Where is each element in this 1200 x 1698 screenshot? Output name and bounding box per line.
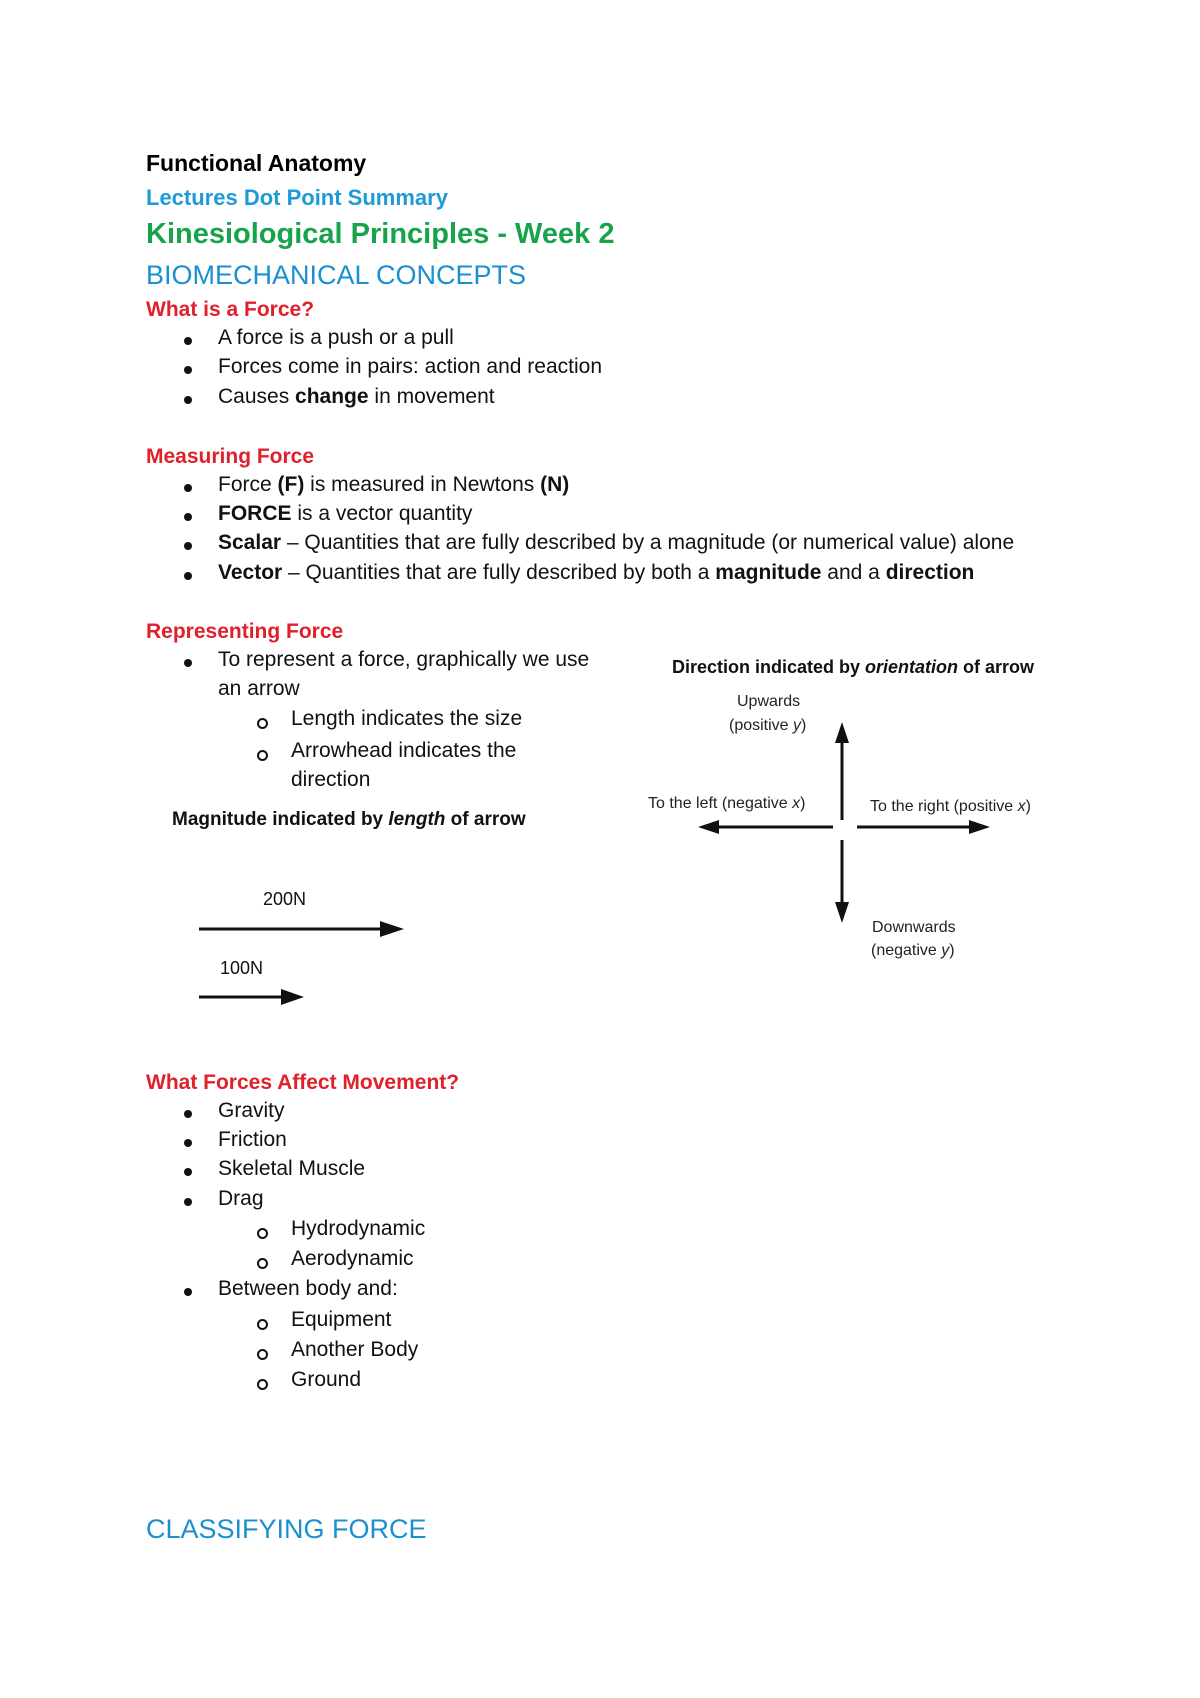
sub-list-item: Aerodynamic xyxy=(291,1247,414,1270)
left-arrow-head xyxy=(698,820,719,834)
down-arrow-head xyxy=(835,902,849,923)
sub-bullet-icon xyxy=(257,1349,268,1360)
sub-list-item: Length indicates the size xyxy=(291,707,523,730)
sub-bullet-icon xyxy=(257,1258,268,1269)
sub-list-item-continuation: direction xyxy=(291,768,371,791)
upwards-sublabel: (positive y) xyxy=(729,717,807,734)
bullet-icon xyxy=(184,1288,192,1296)
what-is-force-heading: What is a Force? xyxy=(146,298,315,321)
magnitude-caption: Magnitude indicated by length of arrow xyxy=(172,809,526,830)
list-item: Gravity xyxy=(218,1099,285,1122)
arrow-200n-label: 200N xyxy=(263,889,307,909)
sub-list-item: Arrowhead indicates the xyxy=(291,739,517,762)
list-item: Skeletal Muscle xyxy=(218,1157,366,1180)
bullet-icon xyxy=(184,1198,192,1206)
list-item: Vector – Quantities that are fully described by both a magnitude and a direction xyxy=(218,561,975,584)
forces-affect-heading: What Forces Affect Movement? xyxy=(146,1071,460,1094)
downwards-label: Downwards xyxy=(872,919,956,936)
list-item: Force (F) is measured in Newtons (N) xyxy=(218,473,570,496)
sub-list-item: Hydrodynamic xyxy=(291,1217,426,1240)
representing-force-heading: Representing Force xyxy=(146,620,344,643)
list-item: A force is a push or a pull xyxy=(218,326,454,349)
left-label: To the left (negative x) xyxy=(648,795,806,812)
sub-list-item: Another Body xyxy=(291,1338,419,1361)
classifying-force-heading: CLASSIFYING FORCE xyxy=(146,1514,427,1544)
sub-bullet-icon xyxy=(257,1228,268,1239)
upwards-label: Upwards xyxy=(737,693,801,710)
section-heading: BIOMECHANICAL CONCEPTS xyxy=(146,260,527,290)
list-item: To represent a force, graphically we use xyxy=(218,648,590,671)
sub-bullet-icon xyxy=(257,1319,268,1330)
list-item: Forces come in pairs: action and reaction xyxy=(218,355,603,378)
measuring-force-heading: Measuring Force xyxy=(146,445,315,468)
sub-list-item: Equipment xyxy=(291,1308,392,1331)
list-item: Scalar – Quantities that are fully described by a magnitude (or numerical value) alone xyxy=(218,531,1015,554)
up-arrow-head xyxy=(835,722,849,743)
document-subtitle: Lectures Dot Point Summary xyxy=(146,185,448,210)
sub-bullet-icon xyxy=(257,1379,268,1390)
list-item: Drag xyxy=(218,1187,264,1210)
arrow-100n-label: 100N xyxy=(220,958,264,978)
arrow-100n-head xyxy=(281,989,304,1005)
document-title: Functional Anatomy xyxy=(146,150,367,176)
list-item: Between body and: xyxy=(218,1277,398,1300)
downwards-sublabel: (negative y) xyxy=(871,942,955,959)
sub-list-item: Ground xyxy=(291,1368,362,1391)
topic-heading: Kinesiological Principles - Week 2 xyxy=(146,218,615,250)
right-label: To the right (positive x) xyxy=(870,798,1031,815)
bullet-icon xyxy=(184,1168,192,1176)
bullet-icon xyxy=(184,1139,192,1147)
direction-caption: Direction indicated by orientation of arrow xyxy=(672,657,1035,677)
list-item: FORCE is a vector quantity xyxy=(218,502,473,525)
arrow-200n-head xyxy=(380,921,404,937)
list-item: Causes change in movement xyxy=(218,385,495,408)
right-arrow-head xyxy=(969,820,990,834)
list-item: Friction xyxy=(218,1128,287,1151)
bullet-icon xyxy=(184,1110,192,1118)
list-item-continuation: an arrow xyxy=(218,677,300,700)
